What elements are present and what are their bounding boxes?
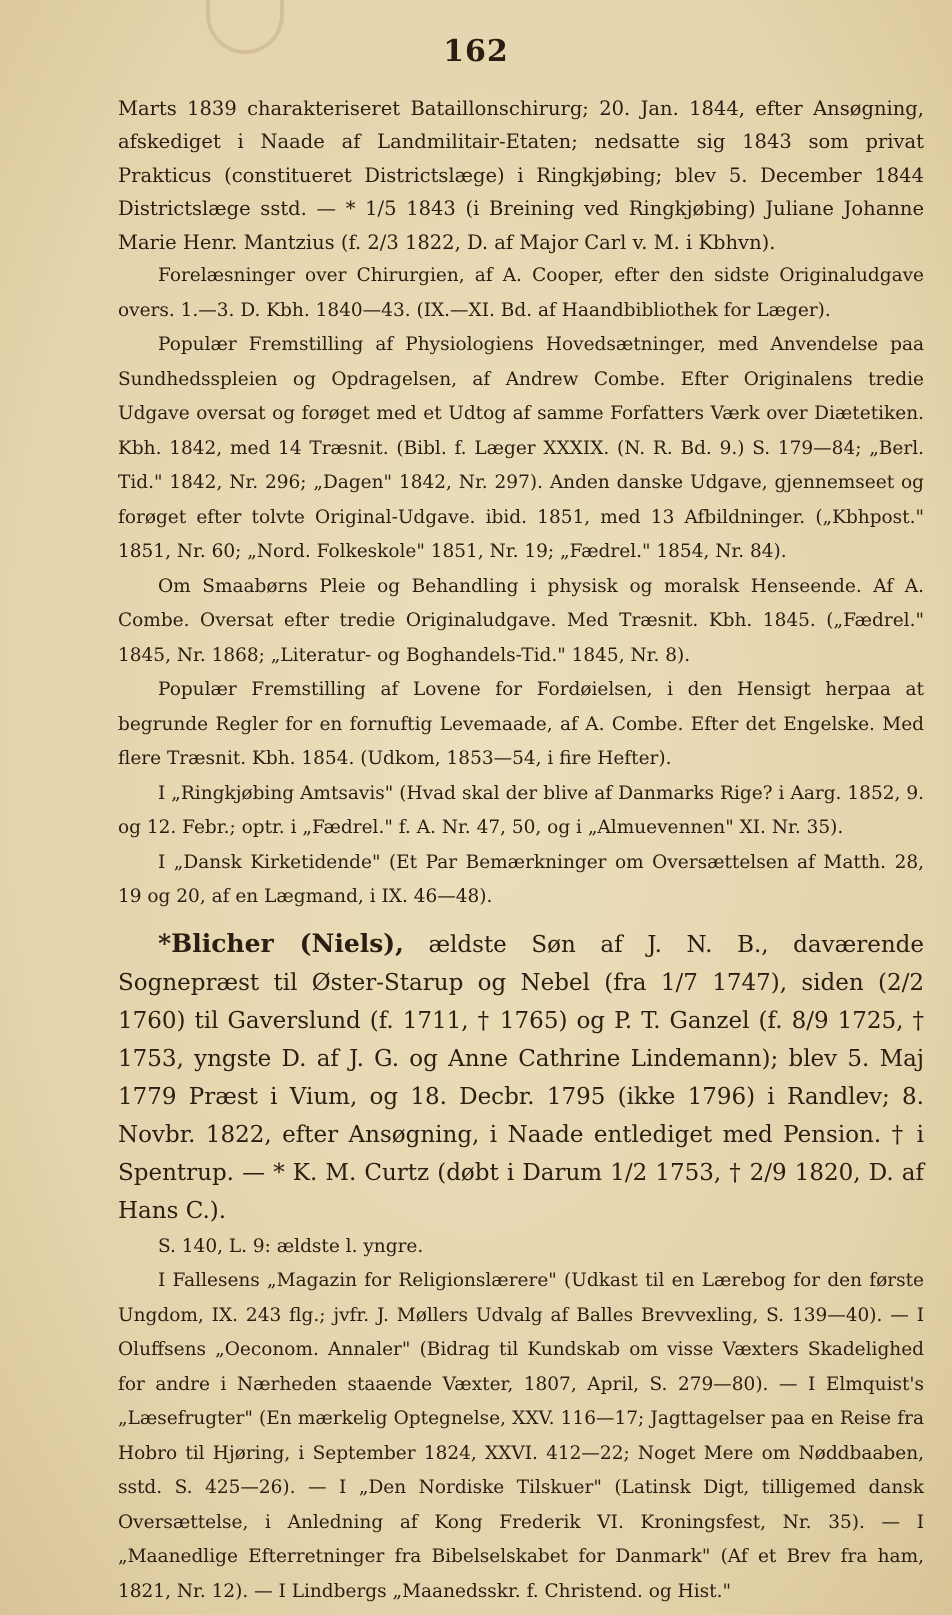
- page-number: 162: [443, 34, 509, 69]
- paragraph-biography-continued: Marts 1839 charakteriseret Bataillonschirurg; 20. Jan. 1844, efter Ansøgning, afskediget i Naade af Landmilitair-Etaten; nedsatte sig 1843 som privat Prakticus (constitueret Districtslæge) i Ringkjøbing; blev 5. December 1844 Districtslæge sstd. — * 1/5 1843 (i Breining ved Ringkjøbing) Juliane Johanne Marie Henr. Mantzius (f. 2/3 1822, D. af Major Carl v. M. i Kbhvn).: [118, 97, 924, 254]
- entry-blicher: [118, 925, 924, 1230]
- paragraph-combe-physiologie: Populær Fremstilling af Physiologiens Hovedsætninger, med Anvendelse paa Sundhedsspleien og Opdragelsen, af Andrew Combe. Efter Originalens tredie Udgave oversat og forøget med et Udtog af samme Forfatters Værk over Diætetiken. Kbh. 1842, med 14 Træsnit. (Bibl. f. Læger XXXIX. (N. R. Bd. 9.) S. 179—84; „Berl. Tid." 1842, Nr. 296; „Dagen" 1842, Nr. 297). Anden danske Udgave, gjennemseet og forøget efter tolvte Original-Udgave. ibid. 1851, med 13 Afbildninger. („Kbhpost." 1851, Nr. 60; „Nord. Folkeskole" 1851, Nr. 19; „Fædrel." 1854, Nr. 84).: [118, 334, 924, 563]
- paragraph-kirketidende: I „Dansk Kirketidende" (Et Par Bemærkninger om Oversættelsen af Matth. 28, 19 og 20, af en Lægmand, i IX. 46—48).: [118, 851, 924, 908]
- entry-name: *Blicher (Niels),: [158, 928, 404, 958]
- page-text: [118, 92, 924, 1609]
- paragraph-ringkjobing-amtsavis: I „Ringkjøbing Amtsavis" (Hvad skal der blive af Danmarks Rige? i Aarg. 1852, 9. og 12. Febr.; optr. i „Fædrel." f. A. Nr. 47, 50, og i „Almuevennen" XI. Nr. 35).: [118, 782, 924, 839]
- paragraph-smaaborn: Om Smaabørns Pleie og Behandling i physisk og moralsk Henseende. Af A. Combe. Oversat efter tredie Originaludgave. Med Træsnit. Kbh. 1845. („Fædrel." 1845, Nr. 1868; „Literatur- og Boghandels-Tid." 1845, Nr. 8).: [118, 575, 924, 666]
- entry-separator: [118, 915, 924, 925]
- paragraph-cooper: Forelæsninger over Chirurgien, af A. Cooper, efter den sidste Originaludgave overs. 1.—3. D. Kbh. 1840—43. (IX.—XI. Bd. af Haandbibliothek for Læger).: [118, 265, 924, 321]
- entry-publications: I Fallesens „Magazin for Religionslærere" (Udkast til en Lærebog for den første Ungdom, IX. 243 flg.; jvfr. J. Møllers Udvalg af Balles Brevvexling, S. 139—40). — I Oluffsens „Oeconom. Annaler" (Bidrag til Kundskab om visse Væxters Skadelighed for andre i Nærheden staaende Væxter, 1807, April, S. 279—80). — I Elmquist's „Læsefrugter" (En mærkelig Optegnelse, XXV. 116—17; Jagttagelser paa en Reise fra Hobro til Hjøring, i September 1824, XXVI. 412—22; Noget Mere om Nøddbaaben, sstd. S. 425—26). — I „Den Nordiske Tilskuer" (Latinsk Digt, tilligemed dansk Oversættelse, i Anledning af Kong Frederik VI. Kroningsfest, Nr. 35). — I „Maanedlige Efterretninger fra Bibelselskabet for Danmark" (Af et Brev fra ham, 1821, Nr. 12). — I Lindbergs „Maanedsskr. f. Christend. og Hist.": [118, 1270, 924, 1602]
- entry-note: S. 140, L. 9: ældste l. yngre.: [158, 1235, 424, 1257]
- entry-text: ældste Søn af J. N. B., daværende Sognepræst til Øster-Starup og Nebel (fra 1/7 1747), siden (2/2 1760) til Gaverslund (f. 1711, † 1765) og P. T. Ganzel (f. 8/9 1725, † 1753, yngste D. af J. G. og Anne Cathrine Lindemann); blev 5. Maj 1779 Præst i Vium, og 18. Decbr. 1795 (ikke 1796) i Randlev; 8. Novbr. 1822, efter Ansøgning, i Naade entlediget med Pension. † i Spentrup. — * K. M. Curtz (døbt i Darum 1/2 1753, † 2/9 1820, D. af Hans C.).: [118, 931, 924, 1224]
- paragraph-fordoielsen: Populær Fremstilling af Lovene for Fordøielsen, i den Hensigt herpaa at begrunde Regler for en fornuftig Levemaade, af A. Combe. Efter det Engelske. Med flere Træsnit. Kbh. 1854. (Udkom, 1853—54, i fire Hefter).: [118, 679, 924, 770]
